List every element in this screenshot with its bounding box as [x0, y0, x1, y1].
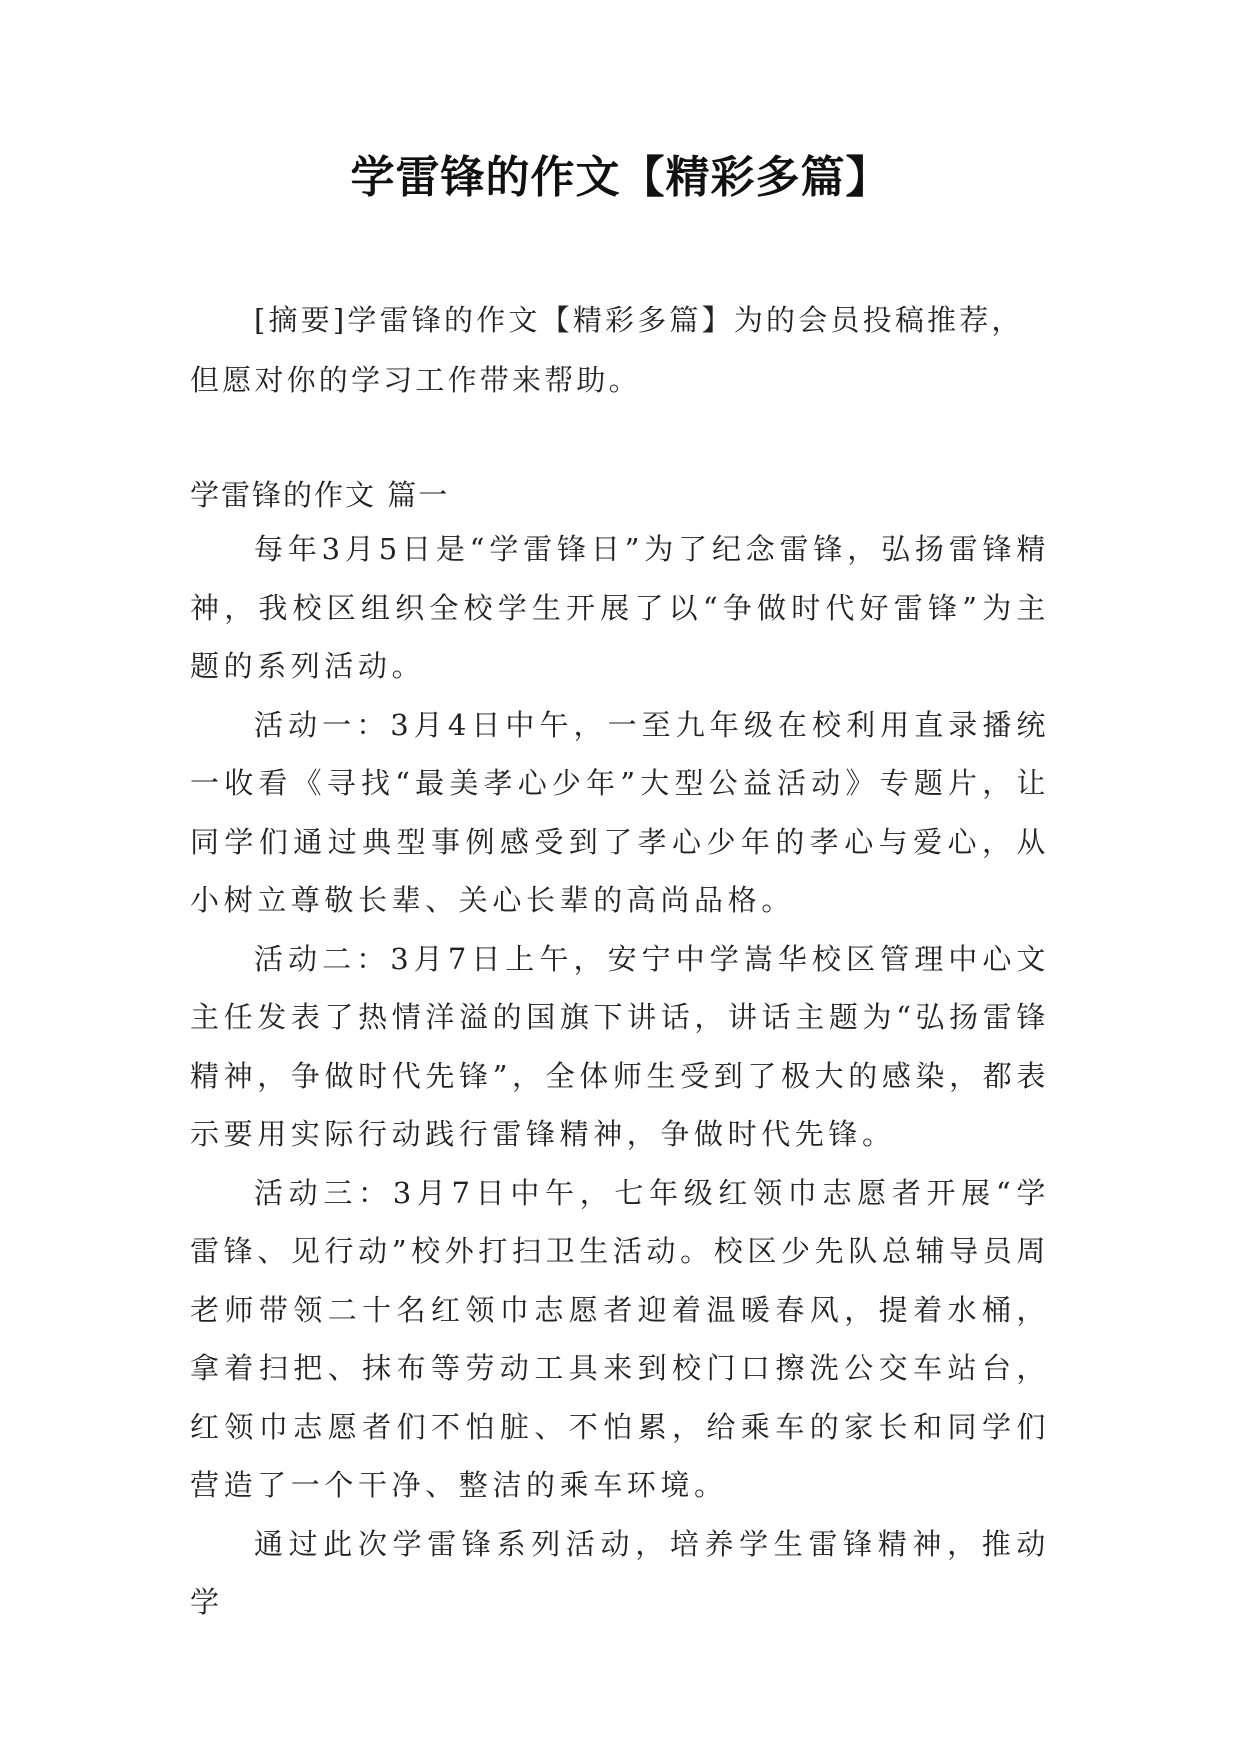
paragraph: 活动二：3月7日上午，安宁中学嵩华校区管理中心文主任发表了热情洋溢的国旗下讲话，讲话主题为“弘扬雷锋精神，争做时代先锋”，全体师生受到了极大的感染，都表示要用实际行动践行雷锋精神，争做时代先锋。 — [190, 941, 1050, 1151]
section-heading: 学雷锋的作文 篇一 — [190, 478, 450, 512]
paragraph: 每年3月5日是“学雷锋日”为了纪念雷锋，弘扬雷锋精神，我校区组织全校学生开展了以“争做时代好雷锋”为主题的系列活动。 — [190, 532, 1050, 683]
abstract-text: [摘要]学雷锋的作文【精彩多篇】为的会员投稿推荐，但愿对你的学习工作带来帮助。 — [190, 303, 1024, 397]
abstract-block — [190, 290, 1050, 410]
paragraph: 通过此次学雷锋系列活动，培养学生雷锋精神，推动学 — [190, 1526, 1050, 1619]
essay-section — [190, 470, 1050, 1632]
paragraph: 活动一：3月4日中午，一至九年级在校利用直录播统一收看《寻找“最美孝心少年”大型公益活动》专题片，让同学们通过典型事例感受到了孝心少年的孝心与爱心，从小树立尊敬长辈、关心长辈的高尚品格。 — [190, 707, 1050, 917]
document-title: 学雷锋的作文【精彩多篇】 — [350, 152, 891, 203]
paragraph: 活动三：3月7日中午，七年级红领巾志愿者开展“学雷锋、见行动”校外打扫卫生活动。校区少先队总辅导员周老师带领二十名红领巾志愿者迎着温暖春风，提着水桶，拿着扫把、抹布等劳动工具来到校门口擦洗公交车站台，红领巾志愿者们不怕脏、不怕累，给乘车的家长和同学们营造了一个干净、整洁的乘车环境。 — [190, 1175, 1050, 1502]
